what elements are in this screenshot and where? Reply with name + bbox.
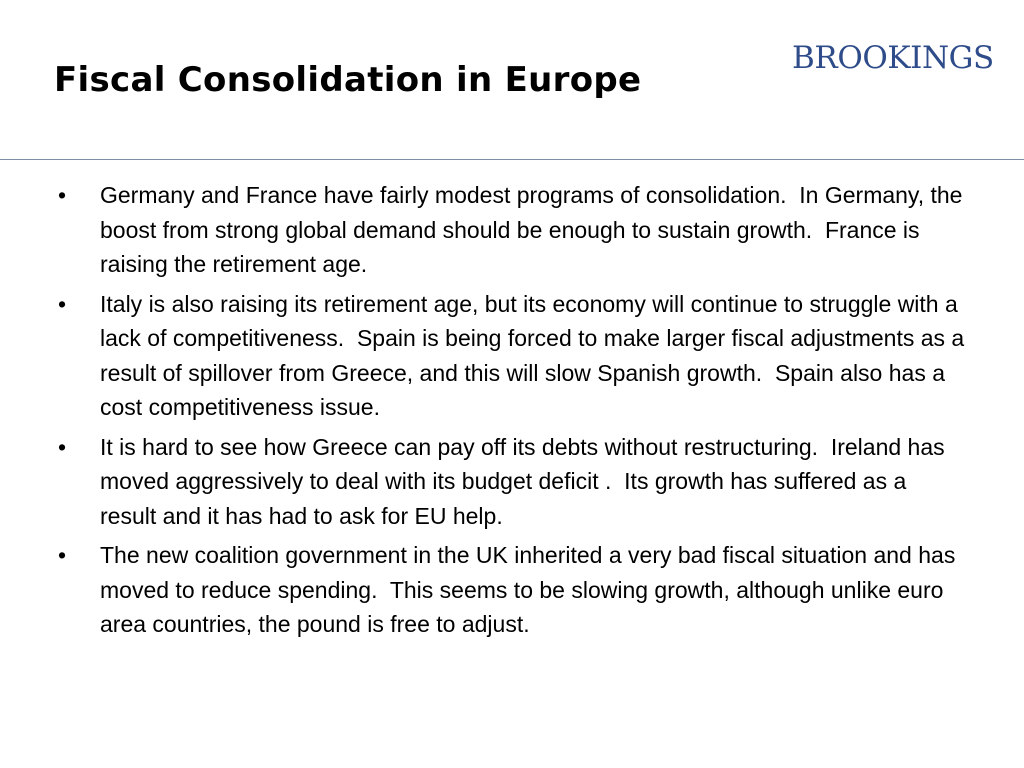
- bullet-point-icon: •: [58, 182, 67, 208]
- bullet-item-italy-spain: [58, 287, 971, 425]
- bullet-text: Germany and France have fairly modest programs of consolidation. In Germany, the boost from strong global demand should be enough to sustain growth. France is raising the retirement age.: [100, 182, 969, 277]
- slide-title: Fiscal Consolidation in Europe: [54, 60, 642, 100]
- bullet-item-greece-ireland: [58, 430, 968, 534]
- brookings-logo: BROOKINGS: [792, 40, 994, 76]
- bullet-text: The new coalition government in the UK inherited a very bad fiscal situation and has moved to reduce spending. This seems to be slowing growth, although unlike euro area countries, the pound is free to adjust.: [100, 542, 962, 637]
- bullet-point-icon: •: [58, 433, 67, 460]
- bullet-text: It is hard to see how Greece can pay off its debts without restructuring. Ireland has moved aggressively to deal with its budget deficit . Its growth has suffered as a result and it has had to ask for EU help.: [100, 433, 952, 529]
- bullet-point-icon: •: [58, 290, 67, 317]
- bullet-text: Italy is also raising its retirement age, but its economy will continue to struggle with a lack of competitiveness. Spain is being forced to make larger fiscal adjustments as a result of spillover from Greece, and this will slow Spanish growth. Spain also has a cost competitiveness issue.: [100, 290, 971, 420]
- bullet-item-uk: [58, 538, 968, 642]
- bullet-list: [58, 178, 971, 647]
- bullet-item-germany-france: [58, 178, 968, 282]
- bullet-point-icon: •: [58, 542, 67, 568]
- title-divider: [0, 159, 1024, 160]
